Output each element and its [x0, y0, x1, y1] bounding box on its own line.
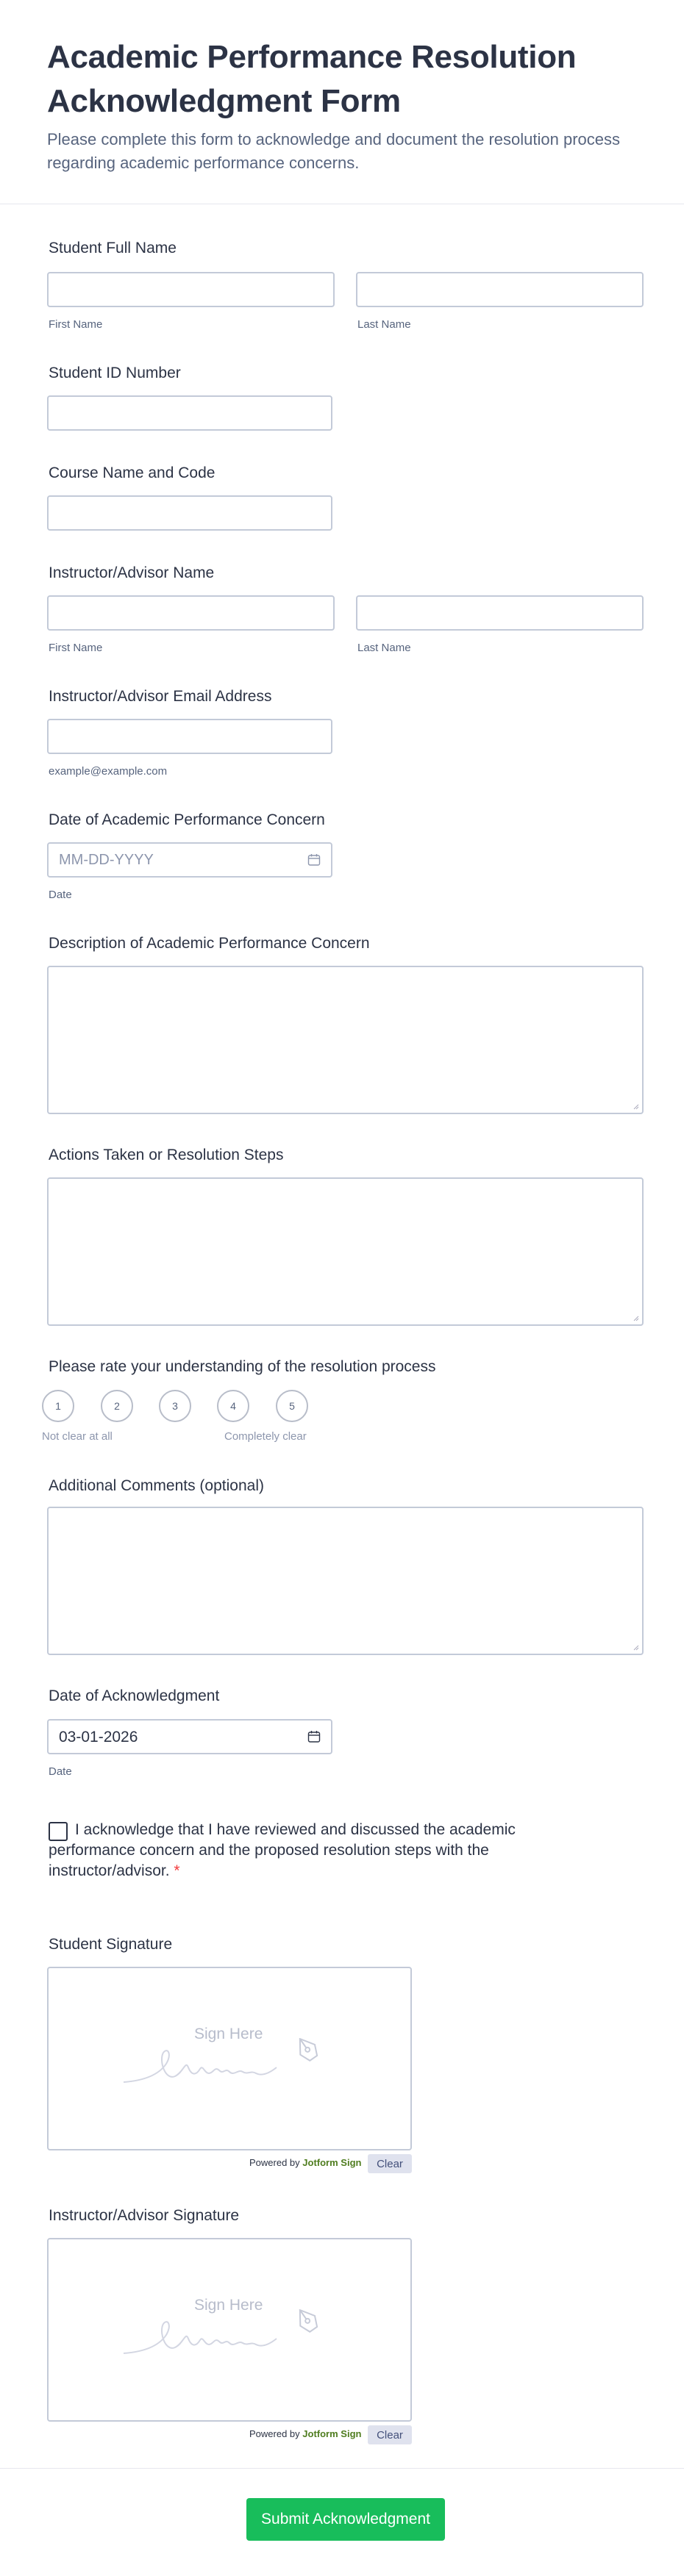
- instructor-first-name-sublabel: First Name: [49, 642, 103, 654]
- ack-date-sublabel: Date: [49, 1765, 72, 1778]
- resize-handle-icon[interactable]: [633, 1645, 639, 1651]
- form-title: Academic Performance Resolution Acknowledgment Form: [47, 39, 577, 119]
- required-mark: *: [174, 1862, 180, 1879]
- course-label: Course Name and Code: [49, 464, 215, 481]
- instructor-signature-pad[interactable]: [47, 2238, 412, 2422]
- form-subtitle: Please complete this form to acknowledge and document the resolution process regarding academic performance concerns.: [47, 130, 620, 172]
- student-last-name-input[interactable]: [356, 272, 644, 307]
- form-footer: [0, 2468, 684, 2576]
- student-last-name-sublabel: Last Name: [357, 318, 411, 331]
- resize-handle-icon[interactable]: [633, 1316, 639, 1321]
- powered-by-text: [249, 2428, 361, 2439]
- concern-date-sublabel: Date: [49, 889, 72, 901]
- description-label: Description of Academic Performance Concern: [49, 935, 370, 952]
- rating-option-2[interactable]: 2: [101, 1390, 133, 1422]
- rating-option-5[interactable]: 5: [276, 1390, 308, 1422]
- rating-max-label: Completely clear: [224, 1430, 307, 1443]
- sign-here-text: Sign Here: [194, 2026, 263, 2042]
- student-id-input[interactable]: [47, 395, 332, 431]
- instructor-signature-clear-button[interactable]: Clear: [368, 2425, 412, 2444]
- instructor-last-name-input[interactable]: [356, 595, 644, 631]
- powered-by-text: [249, 2157, 361, 2168]
- signature-scribble-icon: [122, 2038, 335, 2089]
- ack-date-input[interactable]: [47, 1719, 332, 1754]
- ack-date-value: 03-01-2026: [59, 1729, 138, 1746]
- concern-date-label: Date of Academic Performance Concern: [49, 811, 325, 828]
- calendar-icon[interactable]: [307, 853, 321, 867]
- student-signature-pad[interactable]: [47, 1967, 412, 2150]
- powered-prefix: Powered by: [249, 2428, 300, 2439]
- rating-option-3[interactable]: 3: [159, 1390, 191, 1422]
- student-first-name-sublabel: First Name: [49, 318, 103, 331]
- acknowledge-text: [49, 1820, 549, 1881]
- instructor-name-label: Instructor/Advisor Name: [49, 564, 215, 581]
- instructor-email-label: Instructor/Advisor Email Address: [49, 688, 272, 705]
- rating-label: Please rate your understanding of the resolution process: [49, 1358, 436, 1375]
- rating-option-1[interactable]: 1: [42, 1390, 74, 1422]
- student-first-name-input[interactable]: [47, 272, 335, 307]
- rating-min-label: Not clear at all: [42, 1430, 113, 1443]
- sign-here-text: Sign Here: [194, 2297, 263, 2314]
- ack-date-label: Date of Acknowledgment: [49, 1687, 220, 1704]
- rating-option-4[interactable]: 4: [217, 1390, 249, 1422]
- course-input[interactable]: [47, 495, 332, 531]
- student-signature-clear-button[interactable]: Clear: [368, 2154, 412, 2173]
- concern-date-placeholder: MM-DD-YYYY: [59, 852, 154, 868]
- student-id-label: Student ID Number: [49, 365, 181, 381]
- submit-button[interactable]: Submit Acknowledgment: [246, 2498, 445, 2541]
- comments-label: Additional Comments (optional): [49, 1477, 264, 1494]
- student-name-label: Student Full Name: [49, 240, 177, 256]
- form-header: [0, 0, 684, 204]
- acknowledge-text-body: I acknowledge that I have reviewed and discussed the academic performance concern and the proposed resolution steps with the instructor/advisor.: [49, 1821, 516, 1879]
- instructor-last-name-sublabel: Last Name: [357, 642, 411, 654]
- resize-handle-icon[interactable]: [633, 1104, 639, 1110]
- instructor-email-sublabel: example@example.com: [49, 765, 168, 778]
- description-textarea[interactable]: [47, 966, 644, 1114]
- instructor-email-input[interactable]: [47, 719, 332, 754]
- student-signature-label: Student Signature: [49, 1936, 173, 1953]
- actions-label: Actions Taken or Resolution Steps: [49, 1147, 284, 1163]
- calendar-icon[interactable]: [307, 1730, 321, 1743]
- concern-date-input[interactable]: [47, 842, 332, 878]
- instructor-first-name-input[interactable]: [47, 595, 335, 631]
- jotform-sign-brand: Jotform Sign: [302, 2157, 362, 2168]
- comments-textarea[interactable]: [47, 1507, 644, 1655]
- signature-scribble-icon: [122, 2309, 335, 2361]
- jotform-sign-brand: Jotform Sign: [302, 2428, 362, 2439]
- powered-prefix: Powered by: [249, 2157, 300, 2168]
- instructor-signature-label: Instructor/Advisor Signature: [49, 2207, 240, 2224]
- actions-textarea[interactable]: [47, 1177, 644, 1326]
